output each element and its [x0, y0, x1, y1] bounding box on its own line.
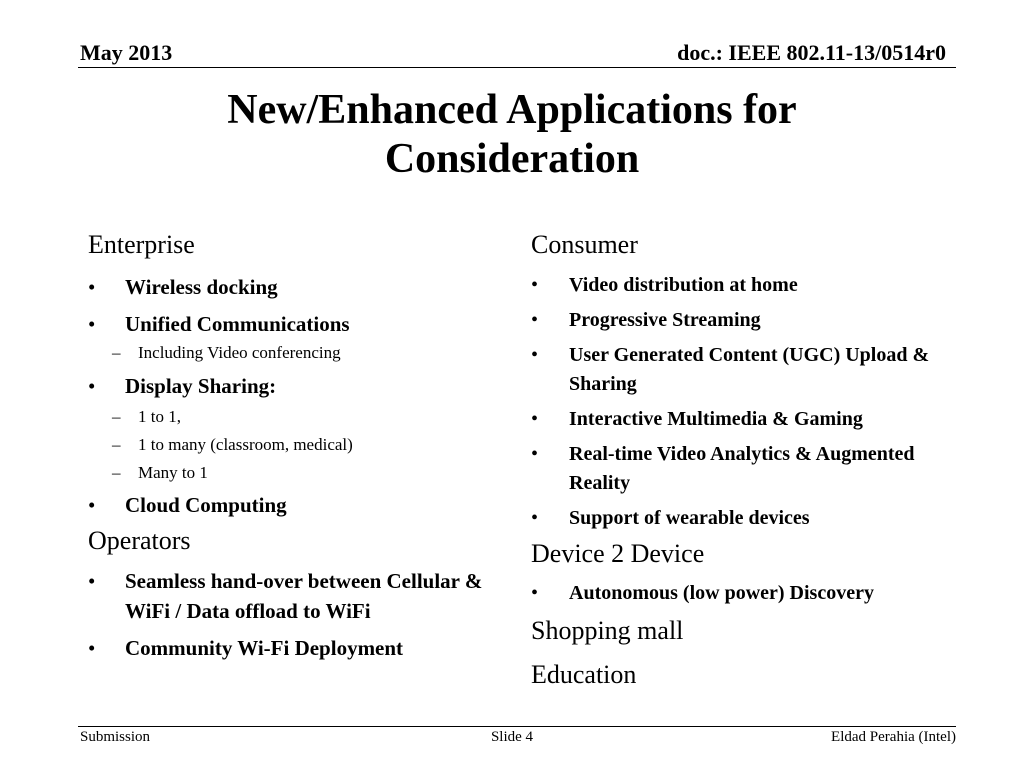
bullet-cloud-computing: • Cloud Computing — [88, 490, 508, 520]
bullet-interactive-multimedia: • Interactive Multimedia & Gaming — [531, 405, 951, 434]
heading-shopping-mall: Shopping mall — [531, 616, 684, 645]
bullet-dot: • — [531, 582, 539, 604]
sub-1-to-1: – 1 to 1, — [112, 407, 181, 426]
bullet-dot: • — [531, 507, 539, 529]
bullet-dot: • — [88, 275, 96, 299]
header-doc-id: doc.: IEEE 802.11-13/0514r0 — [677, 40, 946, 65]
bullet-ugc: • User Generated Content (UGC) Upload & Sharing — [531, 341, 951, 399]
footer-slide-number: Slide 4 — [490, 729, 534, 745]
heading-enterprise: Enterprise — [88, 230, 195, 259]
sub-dash: – — [112, 435, 121, 454]
heading-education: Education — [531, 660, 637, 689]
heading-consumer: Consumer — [531, 230, 638, 259]
bullet-display-sharing: • Display Sharing: — [88, 371, 508, 401]
bullet-dot: • — [88, 569, 96, 593]
slide-title-line2: Consideration — [384, 136, 640, 182]
sub-many-to-1: – Many to 1 — [112, 463, 208, 482]
sub-1-to-many: – 1 to many (classroom, medical) — [112, 435, 353, 454]
bullet-community-wifi: • Community Wi-Fi Deployment — [88, 633, 508, 663]
footer-author: Eldad Perahia (Intel) — [831, 729, 956, 745]
bullet-progressive-streaming: • Progressive Streaming — [531, 306, 951, 335]
heading-device-2-device: Device 2 Device — [531, 539, 705, 568]
sub-dash: – — [112, 343, 121, 362]
bullet-dot: • — [531, 274, 539, 296]
sub-dash: – — [112, 463, 121, 482]
bullet-dot: • — [88, 636, 96, 660]
bullet-seamless-handover: • Seamless hand-over between Cellular & WiFi / Data offload to WiFi — [88, 566, 508, 626]
sub-video-conferencing: – Including Video conferencing — [112, 343, 341, 362]
sub-dash: – — [112, 407, 121, 426]
slide-title-line1: New/Enhanced Applications for — [227, 87, 797, 133]
left-column — [88, 228, 508, 663]
bullet-dot: • — [88, 312, 96, 336]
bullet-dot: • — [88, 374, 96, 398]
footer-rule — [78, 726, 956, 727]
bullet-wireless-docking: • Wireless docking — [88, 272, 508, 302]
bullet-dot: • — [531, 408, 539, 430]
bullet-dot: • — [531, 309, 539, 331]
bullet-dot: • — [531, 344, 539, 366]
header-rule — [78, 67, 956, 68]
slide-title — [100, 86, 924, 184]
footer-submission: Submission — [80, 729, 151, 745]
bullet-autonomous-discovery: • Autonomous (low power) Discovery — [531, 579, 951, 608]
heading-operators: Operators — [88, 526, 191, 555]
bullet-unified-communications: • Unified Communications — [88, 309, 508, 339]
bullet-video-analytics: • Real-time Video Analytics & Augmented Reality — [531, 440, 951, 498]
bullet-dot: • — [88, 493, 96, 517]
bullet-dot: • — [531, 443, 539, 465]
bullet-video-distribution: • Video distribution at home — [531, 271, 951, 300]
header-date: May 2013 — [80, 40, 173, 65]
bullet-wearable-devices: • Support of wearable devices — [531, 504, 951, 533]
right-column — [531, 228, 951, 692]
